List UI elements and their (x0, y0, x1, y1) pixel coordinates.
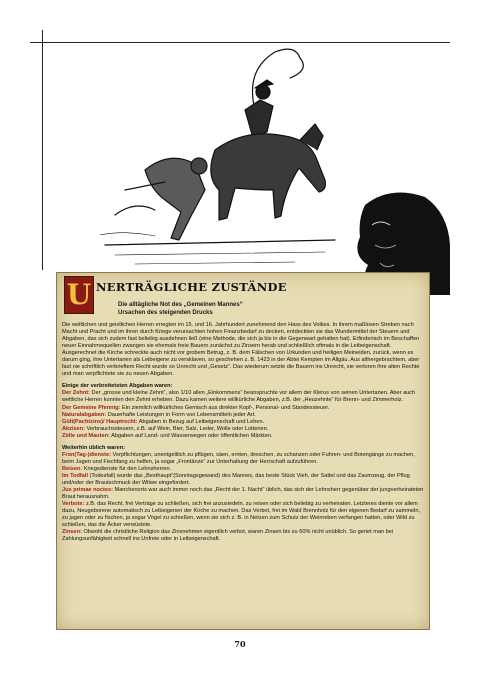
item-text: Der „grosse und kleine Zehnt“, also 1/10 allen „Einkommens“ beanspruchte vor allem der Klerus von seinen Untertanen. Aber auch weltliche Herren konnten den Zehnt erheben. Dazu kamen weitere willkürliche Abgaben, z.B. der „Heuzehnte“ für Brenn- und Zimmerholz. (62, 390, 416, 404)
uebel-item (62, 487, 424, 501)
abgaben-item (62, 426, 424, 433)
abgaben-item (62, 405, 424, 412)
item-text: (Todesfall) wurde das „Besthaupt“(Sonntagsgewand) des Mannes, das beste Stück Vieh, der Sattel und das Zaumzeug, der Pflug und/oder der Brautschmuck der Witwe eingefordert. (62, 472, 410, 486)
abgaben-item (62, 433, 424, 440)
abgaben-item (62, 390, 424, 404)
uebel-item (62, 452, 424, 466)
item-text: Obwohl die christliche Religion das Zinsnehmen eigentlich verbot, waren Zinsen bis zu 60% nicht unüblich. So geriet man bei Zahlungsunfähigkeit schnell ins Unfreie oder in Leibeigenschaft. (62, 529, 394, 543)
item-text: z.B. das Recht, frei Verträge zu schließen, sich frei anzusiedeln, zu reisen oder sich beliebig zu verheiraten. Letzteres diente vor allem dazu, Neugeborene automatisch zu Leibeigenen der Kirche zu machen. Das Verbot, frei im Wald Brennholz für den eigenen Bedarf zu sammeln, zu jagen oder zu fischen, ja sogar Vögel zu schießen, wenn sie sich z. B. in Netzen zum Schutz der Weinreben verfangen hatten, oder Wild zu schießen, das die Äcker verwüstete. (62, 501, 420, 529)
uebel-item (62, 473, 424, 487)
item-text: Manchenorts war auch immer noch das „Recht der 1. Nacht“ üblich, das sich der Lehnsherr gegenüber der jungverheirateten Braut herausnahm. (62, 487, 424, 501)
item-term: Der Zehnt: (62, 390, 90, 397)
body-text (62, 322, 424, 543)
subtitle-line: Ursachen des steigenden Drucks (118, 310, 213, 316)
uebel-heading: Weiterhin üblich waren: (62, 444, 125, 451)
item-term: Gült(Pachtzins)/ Hauptrecht: (62, 418, 138, 425)
uebel-item (62, 466, 424, 473)
section-title: NERTRÄGLICHE ZUSTÄNDE (96, 280, 287, 294)
item-term: Verbote: (62, 501, 85, 508)
item-text: Ein ziemlich willkürliches Gemisch aus direkter Kopf-, Personal- und Standessteuer. (120, 404, 330, 411)
item-term: Der Gemeine Pfennig: (62, 404, 121, 411)
uebel-item (62, 501, 424, 529)
abgaben-heading: Einige der verbreitetsten Abgaben waren: (62, 383, 173, 390)
item-term: Zinsen: (62, 529, 82, 536)
drop-cap: U (64, 276, 94, 314)
item-text: Dauerhafte Leistungen in Form von Lebensmitteln jeder Art. (106, 411, 256, 418)
item-term: Jus primae noctes: (62, 487, 113, 494)
frame-line-left (42, 30, 43, 270)
page-number: 70 (234, 639, 246, 649)
item-term: Fron(Tag-)dienste: (62, 451, 111, 458)
item-term: Reisen: (62, 465, 83, 472)
subtitle-line: Die alltägliche Not des „Gemeinen Mannes“ (118, 302, 243, 308)
item-text: Abgaben in Bezug auf Leibeigenschaft und Lehen. (137, 418, 265, 425)
item-text: Verpflichtungen, unentgeltlich zu pflügen, säen, ernten, dreschen, zu schanzen oder Fuhren- und Botengänge zu machen, beim Jagen und Fischfang zu helfen, ja sogar „Frontänze“ zur Unterhaltung der Herrschaft aufzuführen. (62, 451, 415, 465)
item-text: Abgaben auf Land- und Wasserwegen oder öffentlichen Märkten. (109, 432, 273, 439)
item-text: Verbrauchssteuern, z.B. auf Wein, Bier, Salz, Leder, Wolle oder Lotterien. (85, 425, 269, 432)
abgaben-item (62, 412, 424, 419)
item-term: Akzisen: (62, 425, 86, 432)
uebel-item (62, 529, 424, 543)
abgaben-item (62, 419, 424, 426)
intro-paragraph: Die weltlichen und geistlichen Herren erregten im 15. und 16. Jahrhundert zunehmend den Hass des Volkes. In ihrem maßlosen Streben nach Macht und Pracht und im ihren durch Kriege verursachten hohen Finanzbedarf zu decken, entdeckten sie das Wundermittel der Steuern und Abgaben, das sich zudem fast beliebig ausdehnen ließ (eine Methode, die sich ja bis in die Gegenwart gehalten hat). Erfinderisch im Beschaffen neuer Einnahmequellen zwangen sie ehemals freie Bauern zunächst zu Zinsern herab und schließlich oftmals in die Leibeigenschaft. Ausgerechnet die Kirche schreckte auch nicht vor grobem Betrug, z. B. dem Fälschen von Urkunden und heiligen Meineiden, zurück, wenn es darum ging, ihre Untertanen als Leibeigene zu versklaven, so geschehen z. B. 1423 in der Abtei Kempten im Allgäu. Aus althergebrachtem, aber fast nie schriftlich verbrieftem Recht wurde so Unrecht und „Gesetz“. Das wiederum setzte die Bauern ins Unrecht, sie verloren ihre alten Rechte und man verpflichtete sie zu neuen Abgaben. (62, 322, 420, 378)
item-term: Zölle und Mauten: (62, 432, 110, 439)
item-term: Naturalabgaben: (62, 411, 107, 418)
rider-and-peasant-illustration (95, 40, 345, 280)
subtitle (118, 301, 243, 317)
item-term: Im Todfall (62, 472, 88, 479)
item-text: Kriegsdienste für den Lehnsherren. (82, 465, 172, 472)
